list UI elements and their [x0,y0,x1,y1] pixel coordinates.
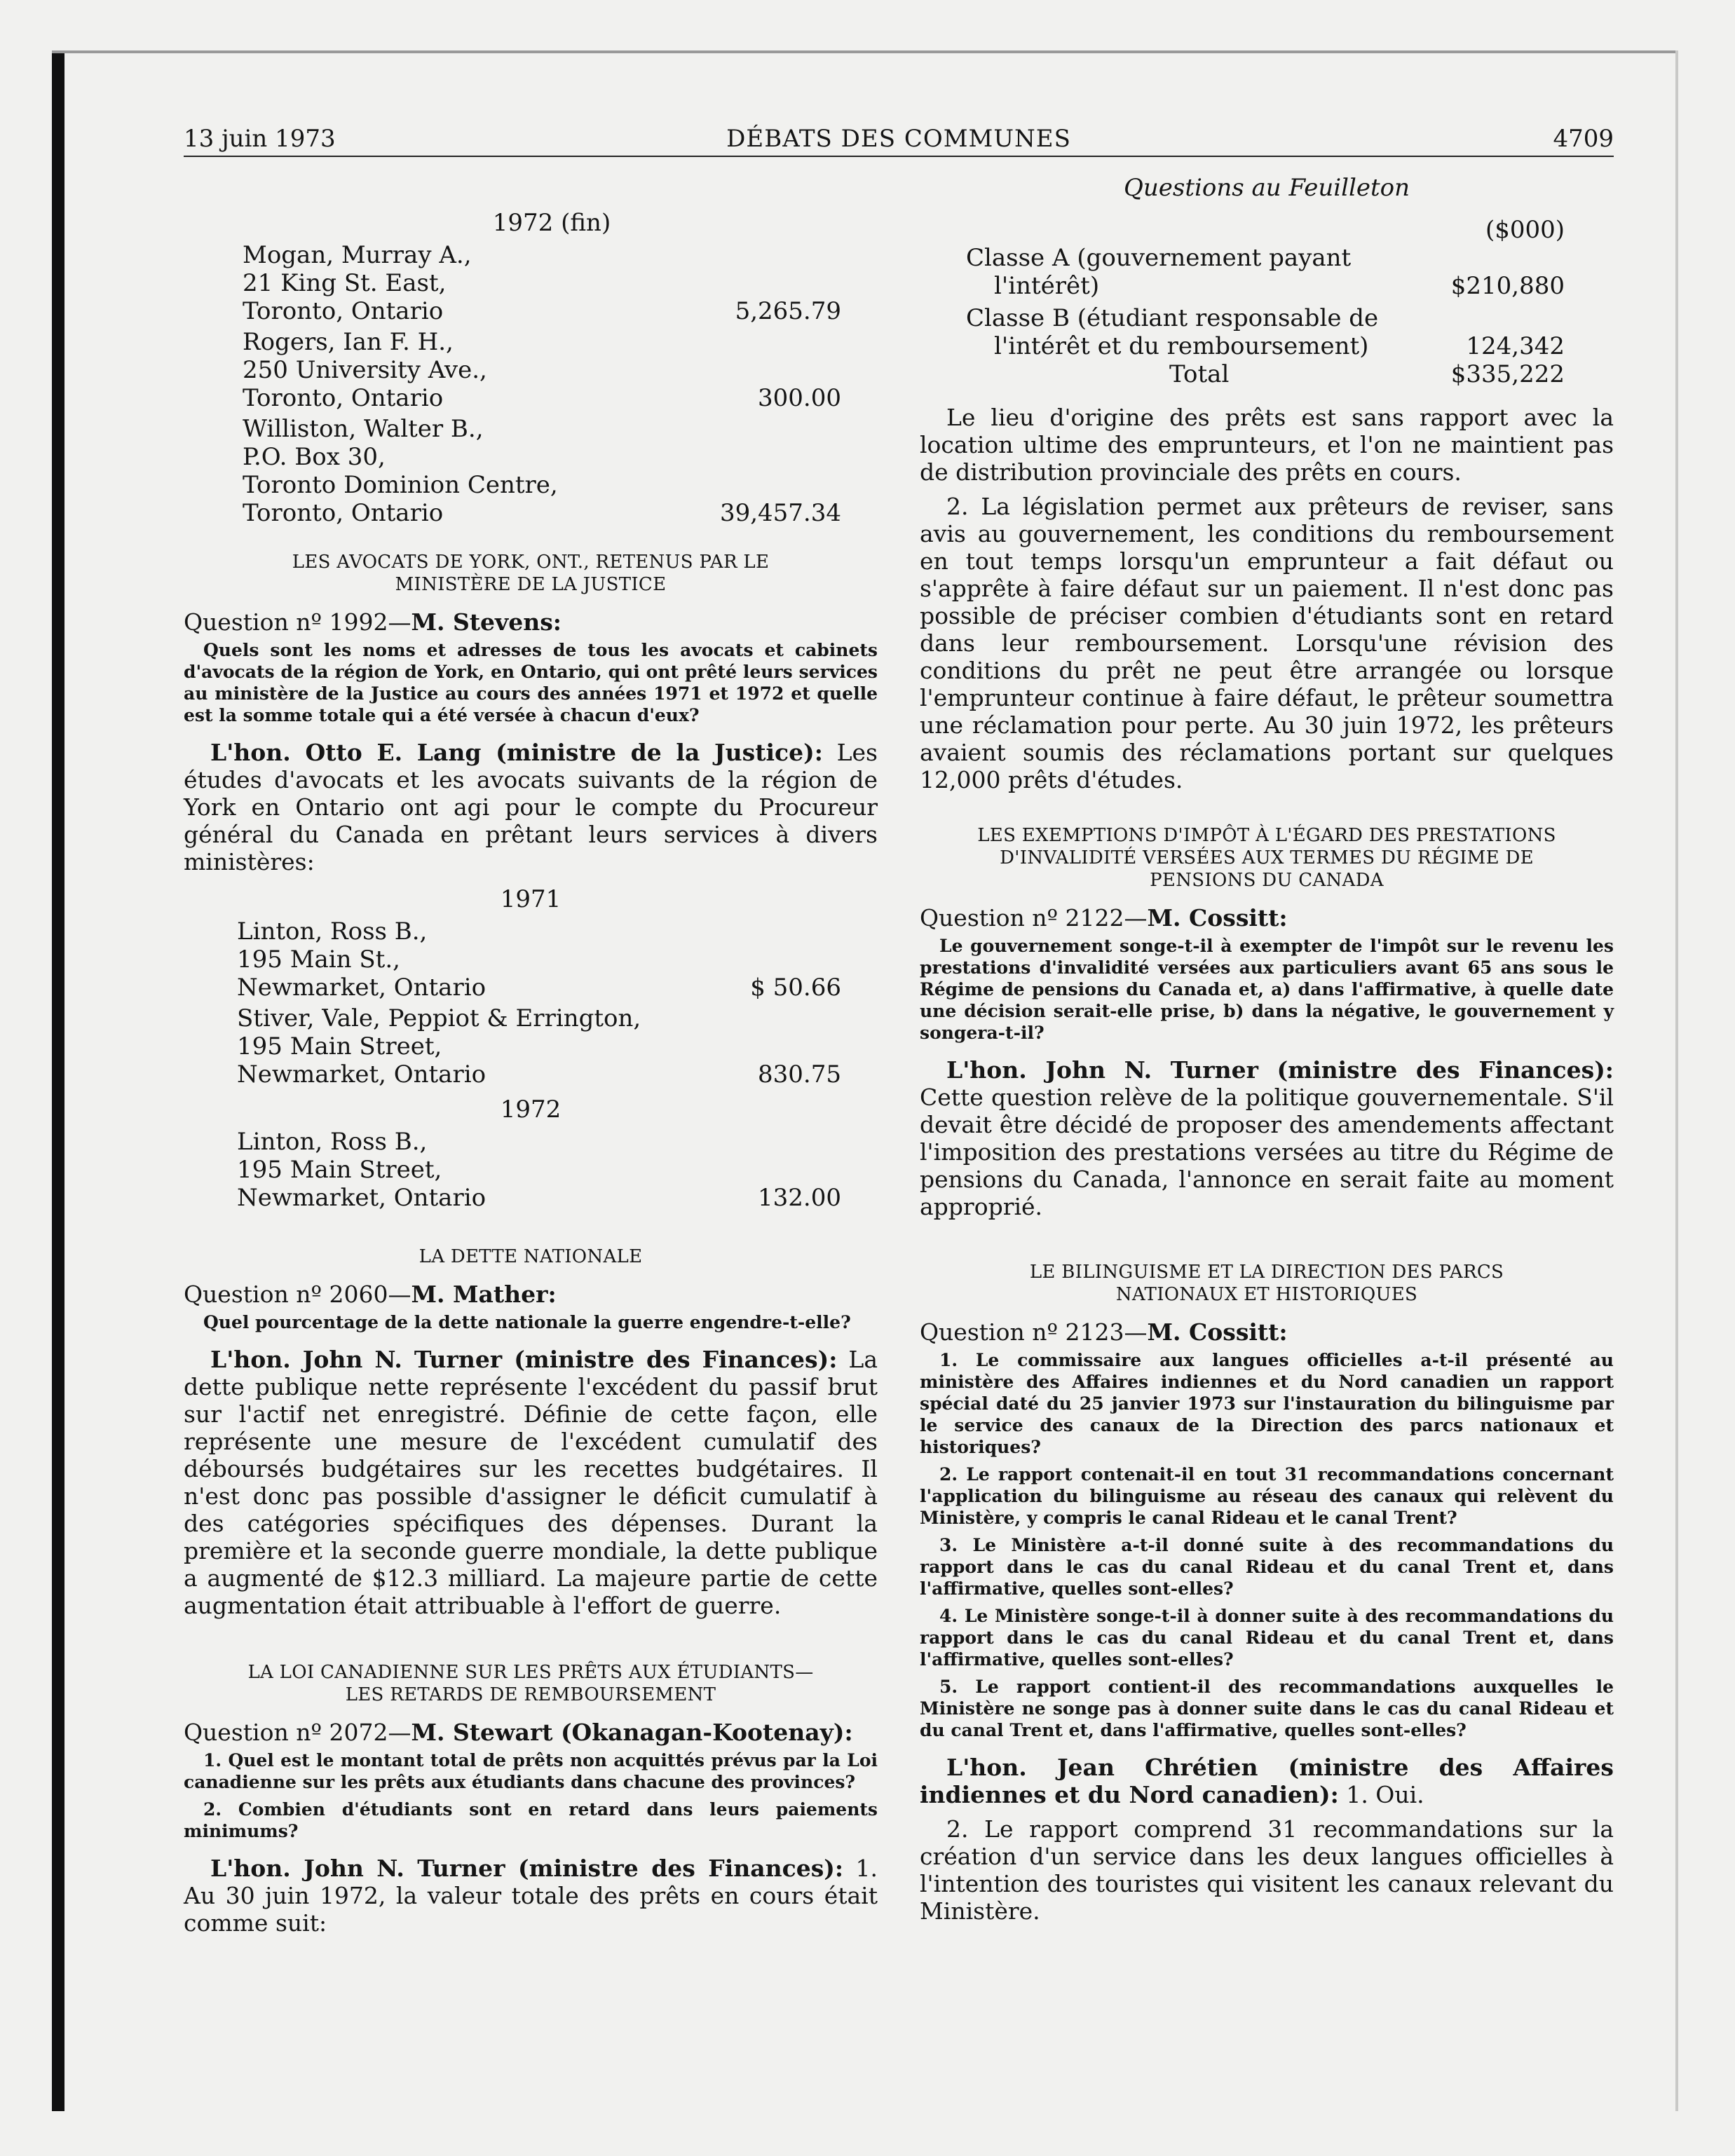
payee-amount: $ 50.66 [750,974,841,1002]
payee-name: Mogan, Murray A., [243,241,472,269]
answer-paragraph: 2. La législation permet aux prêteurs de reviser, sans avis au gouvernement, les conditions du remboursement en tout temps lorsqu'un emprunteur a fait défaut ou s'apprête à faire défaut sur un paiement. Il n'est donc pas possible de préciser combien d'étudiants sont en retard dans leur remboursement. Lorsqu'une révision des conditions du prêt ne peut être arrangée ou lorsque l'emprunteur continue à faire défaut, le prêteur soumettra une réclamation pour perte. Au 30 juin 1972, les prêteurs avaient soumis des réclamations portant sur quelques 12,000 prêts d'études. [920,493,1614,793]
question-heading [184,1719,878,1747]
right-column [920,168,1614,1932]
answer-text: La dette publique nette représente l'excédent du passif brut sur l'actif net enregistré. Définie de cette façon, elle représente une mesure de l'excédent cumulatif des déboursés budgétaires sur les recettes budgétaires. Il n'est donc pas possible d'assigner le déficit cumulatif à des catégories spécifiques des dépenses. Durant la première et la seconde guerre mondiale, la dette publique a augmenté de $12.3 milliard. La majeure partie de cette augmentation était attribuable à l'effort de guerre. [184,1346,878,1619]
question-heading [920,1318,1614,1346]
answer-text: Cette question relève de la politique gouvernementale. S'il devait être décidé de proposer des amendements affectant l'imposition des prestations versées au titre du Régime de pensions du Canada, l'annonce en serait faite au moment approprié. [920,1084,1614,1220]
payee-entry [237,1128,878,1212]
payee-entry [237,1004,878,1089]
answer [920,1056,1614,1220]
payee-entry [243,328,878,412]
answer [920,1754,1614,1925]
class-a-label: Classe A (gouvernement payant [966,244,1352,272]
payee-city: Toronto, Ontario [243,297,444,325]
section-title-line: LA LOI CANADIENNE SUR LES PRÊTS AUX ÉTUDIANTS— [247,1662,814,1683]
question-member: M. Stewart (Okanagan-Kootenay): [411,1719,853,1746]
payee-city: Toronto, Ontario [243,384,444,412]
payee-city: Newmarket, Ontario [237,1184,487,1212]
question-text [184,1749,878,1842]
payee-address: 195 Main Street, [237,1156,442,1184]
section-title-line: D'INVALIDITÉ VERSÉES AUX TERMES DU RÉGIME DE [1000,847,1534,868]
question-paragraph: Quel pourcentage de la dette nationale la guerre engendre-t-elle? [203,1312,851,1332]
payee-address: 195 Main Street, [237,1032,442,1060]
payee-entry [237,917,878,1002]
answer [184,1855,878,1937]
question-number: Question nº 2060— [184,1281,411,1308]
question-member: M. Cossitt: [1147,1318,1288,1346]
question-number: Question nº 1992— [184,608,411,636]
question-member: M. Cossitt: [1147,904,1288,932]
scan-edge-top [52,50,1678,53]
section-title-avocats [198,551,864,596]
header-title: DÉBATS DES COMMUNES [726,125,1071,153]
answer [184,739,878,875]
section-title-exemptions [934,824,1600,892]
question-item: 1. Quel est le montant total de prêts non acquittés prévus par la Loi canadienne sur les prêts aux étudiants dans chacune des provinces? [184,1750,878,1792]
question-heading [920,904,1614,932]
section-title-line: MINISTÈRE DE LA JUSTICE [395,574,667,595]
class-b-amount: 124,342 [1466,332,1565,360]
payee-address: 21 King St. East, [243,269,447,297]
question-item: 2. Combien d'étudiants sont en retard dans leurs paiements minimums? [184,1799,878,1841]
section-title-line: LES RETARDS DE REMBOURSEMENT [345,1684,716,1705]
total-label: Total [1169,360,1230,388]
payee-city: Toronto, Ontario [243,499,444,527]
question-member: M. Mather: [411,1281,557,1308]
question-item: 5. Le rapport contient-il des recommandations auxquelles le Ministère ne songe pas à donner suite dans le cas du canal Rideau et du canal Trent et, dans l'affirmative, quelles sont-elles? [920,1677,1614,1740]
section-title-line: LES AVOCATS DE YORK, ONT., RETENUS PAR LE [292,552,770,573]
payee-amount: 132.00 [758,1184,841,1212]
question-heading [184,1281,878,1309]
question-item: 1. Le commissaire aux langues officielles a-t-il présenté au ministère des Affaires indiennes et du Nord canadien un rapport spécial daté du 25 janvier 1973 sur l'instauration du bilinguisme par le service des canaux de la Direction des parcs nationaux et historiques? [920,1350,1614,1457]
scan-edge-right [1675,50,1678,2111]
question-item: 2. Le rapport contenait-il en tout 31 recommandations concernant l'application du bilinguisme au réseau des canaux qui relèvent du Ministère, y compris le canal Rideau et le canal Trent? [920,1464,1614,1528]
question-item: 3. Le Ministère a-t-il donné suite à des recommandations du rapport dans le cas du canal Rideau et du canal Trent et, dans l'affirmative, quelles sont-elles? [920,1535,1614,1599]
left-column [184,168,878,1944]
answer-speaker: L'hon. John N. Turner (ministre des Finances): [210,1855,844,1882]
section-title-line: LES EXEMPTIONS D'IMPÔT À L'ÉGARD DES PRESTATIONS [977,825,1556,846]
question-number: Question nº 2122— [920,904,1148,932]
section-title-dette: LA DETTE NATIONALE [419,1246,643,1267]
payee-city: Newmarket, Ontario [237,1060,487,1089]
question-text [184,639,878,726]
payee-address: 195 Main St., [237,946,400,974]
class-b-label-cont: l'intérêt et du remboursement) [994,332,1369,360]
header-date: 13 juin 1973 [184,125,336,153]
header-rule [184,156,1614,157]
running-head: Questions au Feuilleton [1124,174,1410,202]
total-row [966,360,1614,388]
answer-text: Les études d'avocats et les avocats suivants de la région de York en Ontario ont agi pour le compte du Procureur général du Canada en prêtant leurs services à divers ministères: [184,739,878,875]
answer [184,1346,878,1619]
year-heading: 1972 [500,1096,562,1124]
class-a-amount: $210,880 [1450,272,1565,300]
total-amount: $335,222 [1450,360,1565,388]
answer-speaker: L'hon. Otto E. Lang (ministre de la Justice): [210,739,823,766]
section-title-bilinguisme [934,1261,1600,1306]
payee-amount: 830.75 [758,1060,841,1089]
question-heading [184,608,878,636]
section-title-line: NATIONAUX ET HISTORIQUES [1115,1284,1418,1305]
class-b-label: Classe B (étudiant responsable de [966,304,1379,332]
payee-entry [243,415,878,527]
payee-name: Linton, Ross B., [237,1128,428,1156]
year-heading: 1971 [500,885,562,913]
header-page-number: 4709 [1553,125,1614,153]
class-a-row-cont [966,272,1614,300]
year-heading: 1972 (fin) [492,209,611,237]
question-number: Question nº 2123— [920,1318,1148,1346]
payee-amount: 39,457.34 [719,499,841,527]
question-number: Question nº 2072— [184,1719,411,1746]
page-header [184,119,1614,158]
payee-name: Stiver, Vale, Peppiot & Errington, [237,1004,641,1032]
class-b-row-cont [966,332,1614,360]
class-a-row [966,244,1614,272]
section-title-prets [198,1661,864,1706]
question-item: 4. Le Ministère songe-t-il à donner suite à des recommandations du rapport dans le cas du canal Rideau et du canal Trent et, dans l'affirmative, quelles sont-elles? [920,1606,1614,1670]
question-paragraph: Quels sont les noms et adresses de tous les avocats et cabinets d'avocats de la région de York, en Ontario, qui ont prêté leurs services au ministère de la Justice au cours des années 1971 et 1972 et quelle est la somme totale qui a été versée à chacun d'eux? [184,640,878,725]
payee-name: Williston, Walter B., [243,415,484,443]
payee-amount: 300.00 [758,384,841,412]
question-paragraph: Le gouvernement songe-t-il à exempter de l'impôt sur le revenu les prestations d'invalidité versées aux particuliers avant 65 ans sous le Régime de pensions du Canada et, a) dans l'affirmative, à quelle date une décision serait-elle prise, b) dans la négative, le gouvernement y songera-t-il? [920,936,1614,1043]
answer-speaker: L'hon. John N. Turner (ministre des Finances): [210,1346,838,1373]
answer-text: 1. Oui. [1338,1781,1424,1808]
payee-address-line2: Toronto Dominion Centre, [243,471,558,499]
loan-table [966,216,1614,388]
class-a-label-cont: l'intérêt) [994,272,1100,300]
scan-edge-left [52,50,64,2111]
payee-entry [243,241,878,325]
payee-amount: 5,265.79 [735,297,841,325]
answer-speaker: L'hon. Jean Chrétien (ministre des Affaires indiennes et du Nord canadien): [920,1754,1614,1808]
question-text [920,935,1614,1044]
payee-name: Rogers, Ian F. H., [243,328,454,356]
question-text [184,1311,878,1333]
payee-address: P.O. Box 30, [243,443,386,471]
payee-city: Newmarket, Ontario [237,974,487,1002]
answer-speaker: L'hon. John N. Turner (ministre des Finances): [946,1056,1614,1084]
section-title-line: LE BILINGUISME ET LA DIRECTION DES PARCS [1029,1262,1504,1283]
answer-continued [920,404,1614,793]
answer-paragraph: 2. Le rapport comprend 31 recommandations sur la création d'un service dans les deux langues officielles à l'intention des touristes qui visitent les canaux relevant du Ministère. [920,1815,1614,1925]
answer-text: 1. Au 30 juin 1972, la valeur totale des prêts en cours était comme suit: [184,1855,878,1937]
class-b-row [966,304,1614,332]
answer-paragraph: Le lieu d'origine des prêts est sans rapport avec la location ultime des emprunteurs, et l'on ne maintient pas de distribution provinciale des prêts en cours. [920,404,1614,486]
section-title-line: PENSIONS DU CANADA [1150,870,1384,891]
payee-name: Linton, Ross B., [237,917,428,946]
question-text [920,1349,1614,1741]
payee-address: 250 University Ave., [243,356,487,384]
question-member: M. Stevens: [411,608,562,636]
unit-label: ($000) [1485,216,1565,244]
